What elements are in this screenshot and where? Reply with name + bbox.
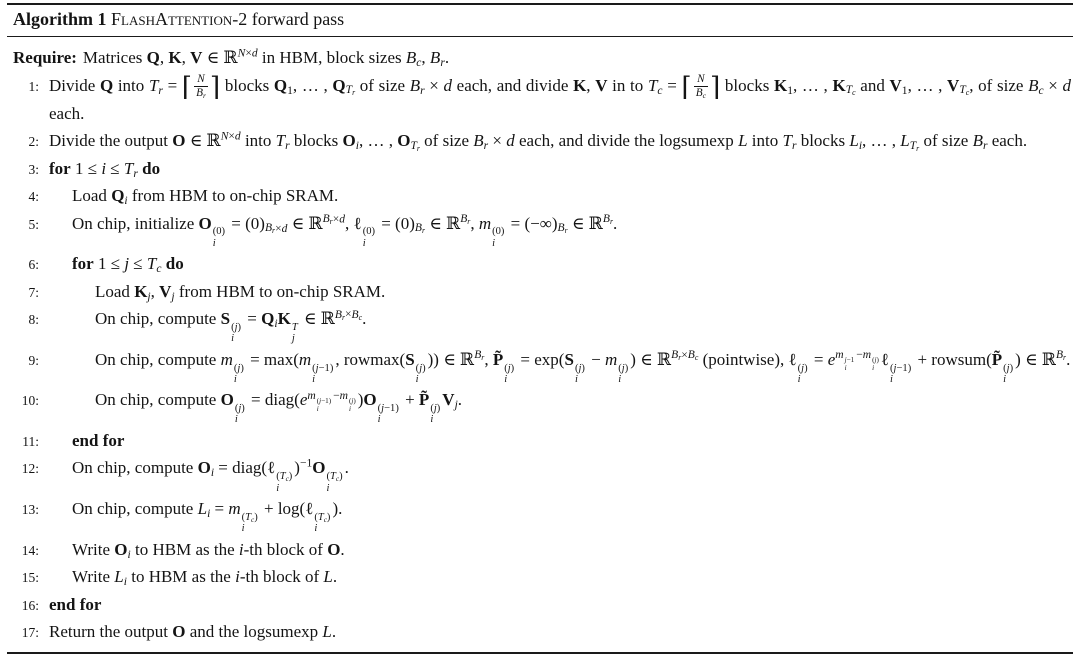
line-number: 15: xyxy=(21,570,39,586)
line-content: On chip, compute O (j) i = $diag(e^{m (j-1) i -m (j) i}$ )O (j−1) i + P̃ (j) i $V_j$. xyxy=(95,388,463,426)
line-number: 16: xyxy=(21,597,39,613)
algo-line-7 xyxy=(13,279,1071,305)
line-content: On chip, compute m (j) i = max(m (j−1) i , rowmax(S (j) i )) ∈ ℝ$^{B_r}$, P̃ (j) i = exp(S (j) i − m (j) i ) ∈ ℝ$^{B_r\times B_c}$ (pointwise), ℓ (j) i = $e^{m j-1 i -m (j) i}$ ℓ (j−1) i + rowsum(P̃ (j) i ) ∈ ℝ$^{B_r}$. xyxy=(95,348,1071,385)
line-content: Write $L_i$ to HBM as the i-th block of L. xyxy=(72,567,338,588)
algo-line-17 xyxy=(13,619,1071,645)
line-content: Divide the output O ∈ ℝ$^{N\times d}$ into $T_r$ blocks $O_i$, … , $O_{T_r}$ of size $B_r \times d$ each, and divide the logsumexp L into $T_r$ blocks $L_i$, … , $L_{T_r}$ of size $B_r$ each. xyxy=(49,129,1028,153)
algo-line-9 xyxy=(13,347,1071,386)
line-content: On chip, initialize O (0) i = $(0)_{B_r\times d}$ ∈ ℝ$^{B_r\times d}$, ℓ (0) i = $(0)_{B_r}$ ∈ ℝ$^{B_r}$, m (0) i = $(-\infty)_{B_r}$ ∈ ℝ$^{B_r}$. xyxy=(72,212,618,249)
line-number: 13: xyxy=(21,501,39,517)
line-number: 11: xyxy=(22,433,39,449)
algorithm-title-rest: forward pass xyxy=(247,9,345,29)
line-number: 14: xyxy=(21,542,39,558)
line-content: On chip, compute $L_i = m$ $(T_c)$ i + log(ℓ $(T_c)$ i ). xyxy=(72,498,343,535)
line-number: 17: xyxy=(21,625,39,641)
algo-line-1 xyxy=(13,73,1071,127)
line-content: On chip, compute $O_i$ = diag(ℓ $(T_c)$ i )$^{-1}$O $(T_c)$ i . xyxy=(72,457,349,494)
algorithm-title-name: FlashAttention-2 xyxy=(111,9,248,29)
algorithm-header xyxy=(7,5,1073,36)
algo-line-6 xyxy=(13,251,1071,277)
line-number: 9: xyxy=(28,352,39,368)
algo-line-12 xyxy=(13,455,1071,494)
require-keyword: Require: xyxy=(13,48,77,67)
line-number: 5: xyxy=(28,216,39,232)
line-content: for $1 \le i \le T_r$ do xyxy=(49,158,161,180)
algo-line-13 xyxy=(13,496,1071,535)
algorithm-body xyxy=(7,37,1073,645)
line-number: 1: xyxy=(28,78,39,94)
line-content: end for xyxy=(72,430,125,450)
line-content: Load $K_j$, $V_j$ from HBM to on-chip SRAM. xyxy=(95,281,386,303)
line-number: 10: xyxy=(21,393,39,409)
line-number: 6: xyxy=(28,257,39,273)
require-content: Matrices Q, K, V ∈ ℝ$^{N\times d}$ in HBM, block sizes $B_c$, $B_r$. xyxy=(82,46,450,69)
algo-line-10 xyxy=(13,387,1071,426)
line-content: for $1 \le j \le T_c$ do xyxy=(72,254,184,275)
algo-line-16 xyxy=(13,592,1071,618)
algo-line-14 xyxy=(13,537,1071,563)
line-number: 8: xyxy=(28,312,39,328)
algo-line-11 xyxy=(13,428,1071,454)
algo-line-8 xyxy=(13,306,1071,345)
line-number: 4: xyxy=(28,189,39,205)
line-content: Return the output O and the logsumexp L. xyxy=(49,622,337,642)
line-content: Divide Q into $T_r$ = ⌈ $\frac{N}{B_r}$ ⌉ blocks $Q_1$, … , $Q_{T_r}$ of size $B_r \times d$ each, and divide K, V in to $T_c$ = ⌈ $\frac{N}{B_c}$ ⌉ blocks $K_1$, … , $K_{T_c}$ and $V_1$, … , $V_{T_c}$, of size $B_c \times d$ each. xyxy=(49,72,1072,123)
algo-line-4 xyxy=(13,183,1071,209)
algo-line-3 xyxy=(13,156,1071,182)
line-content: Load $Q_i$ from HBM to on-chip SRAM. xyxy=(72,186,339,207)
bottom-rule xyxy=(7,652,1073,654)
require-line xyxy=(13,45,1071,71)
line-content: On chip, compute S (j) i = $Q_iK$ T j ∈ ℝ$^{B_r\times B_c}$. xyxy=(95,307,367,345)
line-number: 3: xyxy=(28,161,39,177)
algo-line-2 xyxy=(13,128,1071,154)
line-number: 12: xyxy=(21,461,39,477)
algorithm-label: Algorithm 1 xyxy=(13,9,107,29)
algo-line-15 xyxy=(13,564,1071,590)
line-number: 7: xyxy=(28,284,39,300)
line-content: Write $O_i$ to HBM as the i-th block of O. xyxy=(72,539,345,561)
line-content: end for xyxy=(49,594,102,614)
line-number: 2: xyxy=(28,134,39,150)
algorithm-title xyxy=(111,9,344,29)
algo-line-5 xyxy=(13,211,1071,250)
